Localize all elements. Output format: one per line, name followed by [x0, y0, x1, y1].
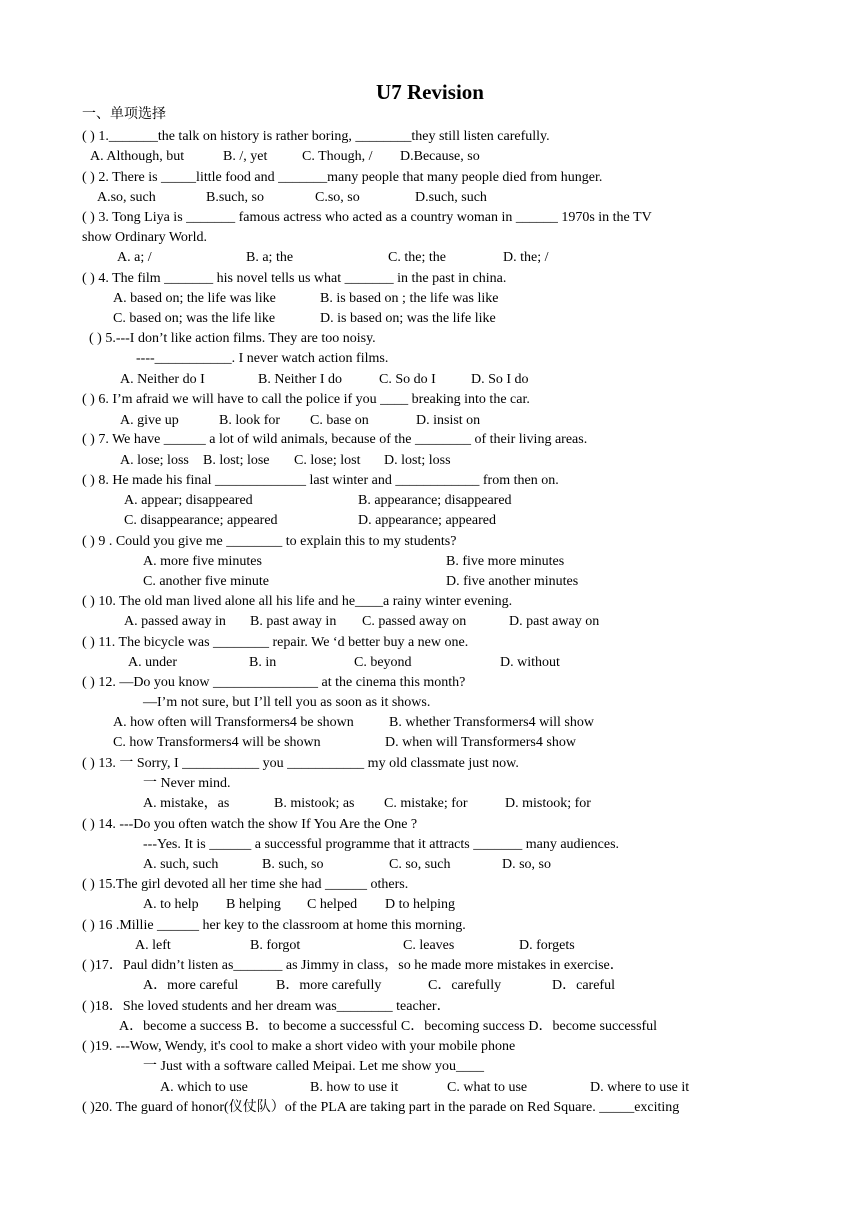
question-12-options-row2	[0, 734, 860, 752]
question-7: ( ) 7. We have ______ a lot of wild animals, because of the ________ of their living areas.	[82, 432, 588, 447]
option-a: A. Although, but	[90, 149, 185, 164]
option-a: A. such, such	[143, 857, 219, 872]
option-a: A. mistake，as	[143, 796, 230, 811]
option-d: D. the; /	[503, 250, 549, 265]
option-c: C. so, such	[389, 857, 451, 872]
option-c: C. passed away on	[362, 614, 467, 629]
option-b: B helping	[226, 897, 281, 912]
option-b: B. whether Transformers4 will show	[389, 715, 594, 730]
option-c: C. So do I	[379, 372, 436, 387]
question-14-options	[0, 856, 860, 874]
option-a: A. give up	[120, 413, 179, 428]
question-16: ( ) 16 .Millie ______ her key to the classroom at home this morning.	[82, 918, 466, 933]
option-a: A. based on; the life was like	[113, 291, 276, 306]
question-3: ( ) 3. Tong Liya is _______ famous actress who acted as a country woman in ______ 1970s in the TV	[82, 210, 652, 225]
option-b: B. in	[249, 655, 277, 670]
question-14: ( ) 14. ---Do you often watch the show If You Are the One ?	[82, 817, 418, 832]
question-20: ( )20. The guard of honor(仪仗队）of the PLA are taking part in the parade on Red Square. _____exciting	[82, 1100, 680, 1115]
question-7-options	[0, 452, 860, 470]
option-d: D. is based on; was the life like	[320, 311, 496, 326]
option-d: D.such, such	[415, 190, 487, 205]
question-16-options	[0, 937, 860, 955]
option-d: D. without	[500, 655, 560, 670]
question-15: ( ) 15.The girl devoted all her time she had ______ others.	[82, 877, 409, 892]
option-d: D to helping	[385, 897, 455, 912]
question-5: ( ) 5.---I don’t like action films. They are too noisy.	[89, 331, 376, 346]
option-d: D. So I do	[471, 372, 529, 387]
question-19-reply: 一 Just with a software called Meipai. Let me show you____	[143, 1059, 484, 1074]
option-b: B. a; the	[246, 250, 294, 265]
question-11: ( ) 11. The bicycle was ________ repair. We ‘d better buy a new one.	[82, 635, 469, 650]
question-19: ( )19. ---Wow, Wendy, it's cool to make a short video with your mobile phone	[82, 1039, 516, 1054]
option-a: A. under	[128, 655, 177, 670]
question-13-reply: 一 Never mind.	[143, 776, 231, 791]
question-17-options	[0, 977, 860, 995]
option-a: A. which to use	[160, 1080, 248, 1095]
option-c: C．carefully	[428, 978, 502, 993]
question-11-options	[0, 654, 860, 672]
option-c: C. Though, /	[302, 149, 373, 164]
option-a: A. left	[135, 938, 171, 953]
question-6: ( ) 6. I’m afraid we will have to call the police if you ____ breaking into the car.	[82, 392, 530, 407]
option-d: D. lost; loss	[384, 453, 451, 468]
option-b: B．more carefully	[276, 978, 382, 993]
option-c: C. lose; lost	[294, 453, 361, 468]
question-4: ( ) 4. The film _______ his novel tells us what _______ in the past in china.	[82, 271, 507, 286]
question-18: ( )18．She loved students and her dream was________ teacher．	[82, 999, 451, 1014]
question-8-options-row2	[0, 512, 860, 530]
question-13: ( ) 13. 一 Sorry, I ___________ you ___________ my old classmate just now.	[82, 756, 519, 771]
question-4-options-row1	[0, 290, 860, 308]
section-heading: 一、单项选择	[82, 107, 166, 122]
option-b: B. is based on ; the life was like	[320, 291, 499, 306]
option-b: B. mistook; as	[274, 796, 355, 811]
option-b: B. /, yet	[223, 149, 268, 164]
option-b: B. how to use it	[310, 1080, 399, 1095]
question-9-options-row1	[0, 553, 860, 571]
question-3-continued: show Ordinary World.	[82, 230, 207, 245]
option-a: A. appear; disappeared	[124, 493, 253, 508]
question-18-options: A．become a success B．to become a successful C．becoming success D．become successful	[119, 1019, 658, 1034]
option-a: A. Neither do I	[120, 372, 205, 387]
question-6-options	[0, 412, 860, 430]
option-d: D. where to use it	[590, 1080, 690, 1095]
question-12-reply: —I’m not sure, but I’ll tell you as soon as it shows.	[143, 695, 431, 710]
question-9: ( ) 9 . Could you give me ________ to explain this to my students?	[82, 534, 457, 549]
option-a: A. more five minutes	[143, 554, 262, 569]
option-c: C. the; the	[388, 250, 446, 265]
option-d: D. when will Transformers4 show	[385, 735, 576, 750]
question-5-options	[0, 371, 860, 389]
question-10-options	[0, 613, 860, 631]
option-c: C. disappearance; appeared	[124, 513, 278, 528]
question-13-options	[0, 795, 860, 813]
option-a: A. a; /	[117, 250, 152, 265]
option-d: D. five another minutes	[446, 574, 579, 589]
question-4-options-row2	[0, 310, 860, 328]
question-8: ( ) 8. He made his final _____________ last winter and ____________ from then on.	[82, 473, 559, 488]
option-b: B. such, so	[262, 857, 324, 872]
option-c: C. base on	[310, 413, 369, 428]
question-3-options	[0, 249, 860, 267]
question-2: ( ) 2. There is _____little food and _______many people that many people died from hunger.	[82, 170, 603, 185]
question-14-reply: ---Yes. It is ______ a successful programme that it attracts _______ many audiences.	[143, 837, 620, 852]
option-c: C. based on; was the life like	[113, 311, 276, 326]
option-a: A. to help	[143, 897, 199, 912]
question-15-options	[0, 896, 860, 914]
option-b: B.such, so	[206, 190, 264, 205]
option-b: B. appearance; disappeared	[358, 493, 512, 508]
question-5-reply: ----___________. I never watch action films.	[136, 351, 389, 366]
option-c: C. what to use	[447, 1080, 528, 1095]
option-a: A.so, such	[97, 190, 156, 205]
question-8-options-row1	[0, 492, 860, 510]
option-c: C. beyond	[354, 655, 412, 670]
option-c: C. mistake; for	[384, 796, 468, 811]
option-d: D. appearance; appeared	[358, 513, 496, 528]
option-b: B. look for	[219, 413, 281, 428]
option-d: D. mistook; for	[505, 796, 591, 811]
option-a: A. how often will Transformers4 be shown	[113, 715, 354, 730]
option-b: B. five more minutes	[446, 554, 565, 569]
option-b: B. Neither I do	[258, 372, 342, 387]
option-c: C. another five minute	[143, 574, 269, 589]
question-12-options-row1	[0, 714, 860, 732]
option-b: B. lost; lose	[203, 453, 270, 468]
option-c: C. how Transformers4 will be shown	[113, 735, 321, 750]
question-2-options	[0, 189, 860, 207]
option-a: A．more careful	[143, 978, 239, 993]
option-a: A. passed away in	[124, 614, 226, 629]
question-12: ( ) 12. —Do you know _______________ at the cinema this month?	[82, 675, 466, 690]
option-b: B. past away in	[250, 614, 337, 629]
option-d: D．careful	[552, 978, 615, 993]
question-1-options	[0, 148, 860, 166]
question-1: ( ) 1._______the talk on history is rather boring, ________they still listen carefully.	[82, 129, 550, 144]
page-title: U7 Revision	[376, 80, 484, 104]
option-d: D. so, so	[502, 857, 552, 872]
option-d: D. insist on	[416, 413, 481, 428]
question-10: ( ) 10. The old man lived alone all his life and he____a rainy winter evening.	[82, 594, 513, 609]
option-c: C helped	[307, 897, 358, 912]
option-c: C. leaves	[403, 938, 455, 953]
option-d: D. forgets	[519, 938, 575, 953]
question-19-options	[0, 1079, 860, 1097]
question-9-options-row2	[0, 573, 860, 591]
option-b: B. forgot	[250, 938, 301, 953]
option-d: D.Because, so	[400, 149, 480, 164]
option-a: A. lose; loss	[120, 453, 189, 468]
question-17: ( )17．Paul didn’t listen as_______ as Jimmy in class，so he made more mistakes in exercise．	[82, 958, 624, 973]
option-c: C.so, so	[315, 190, 360, 205]
option-d: D. past away on	[509, 614, 600, 629]
